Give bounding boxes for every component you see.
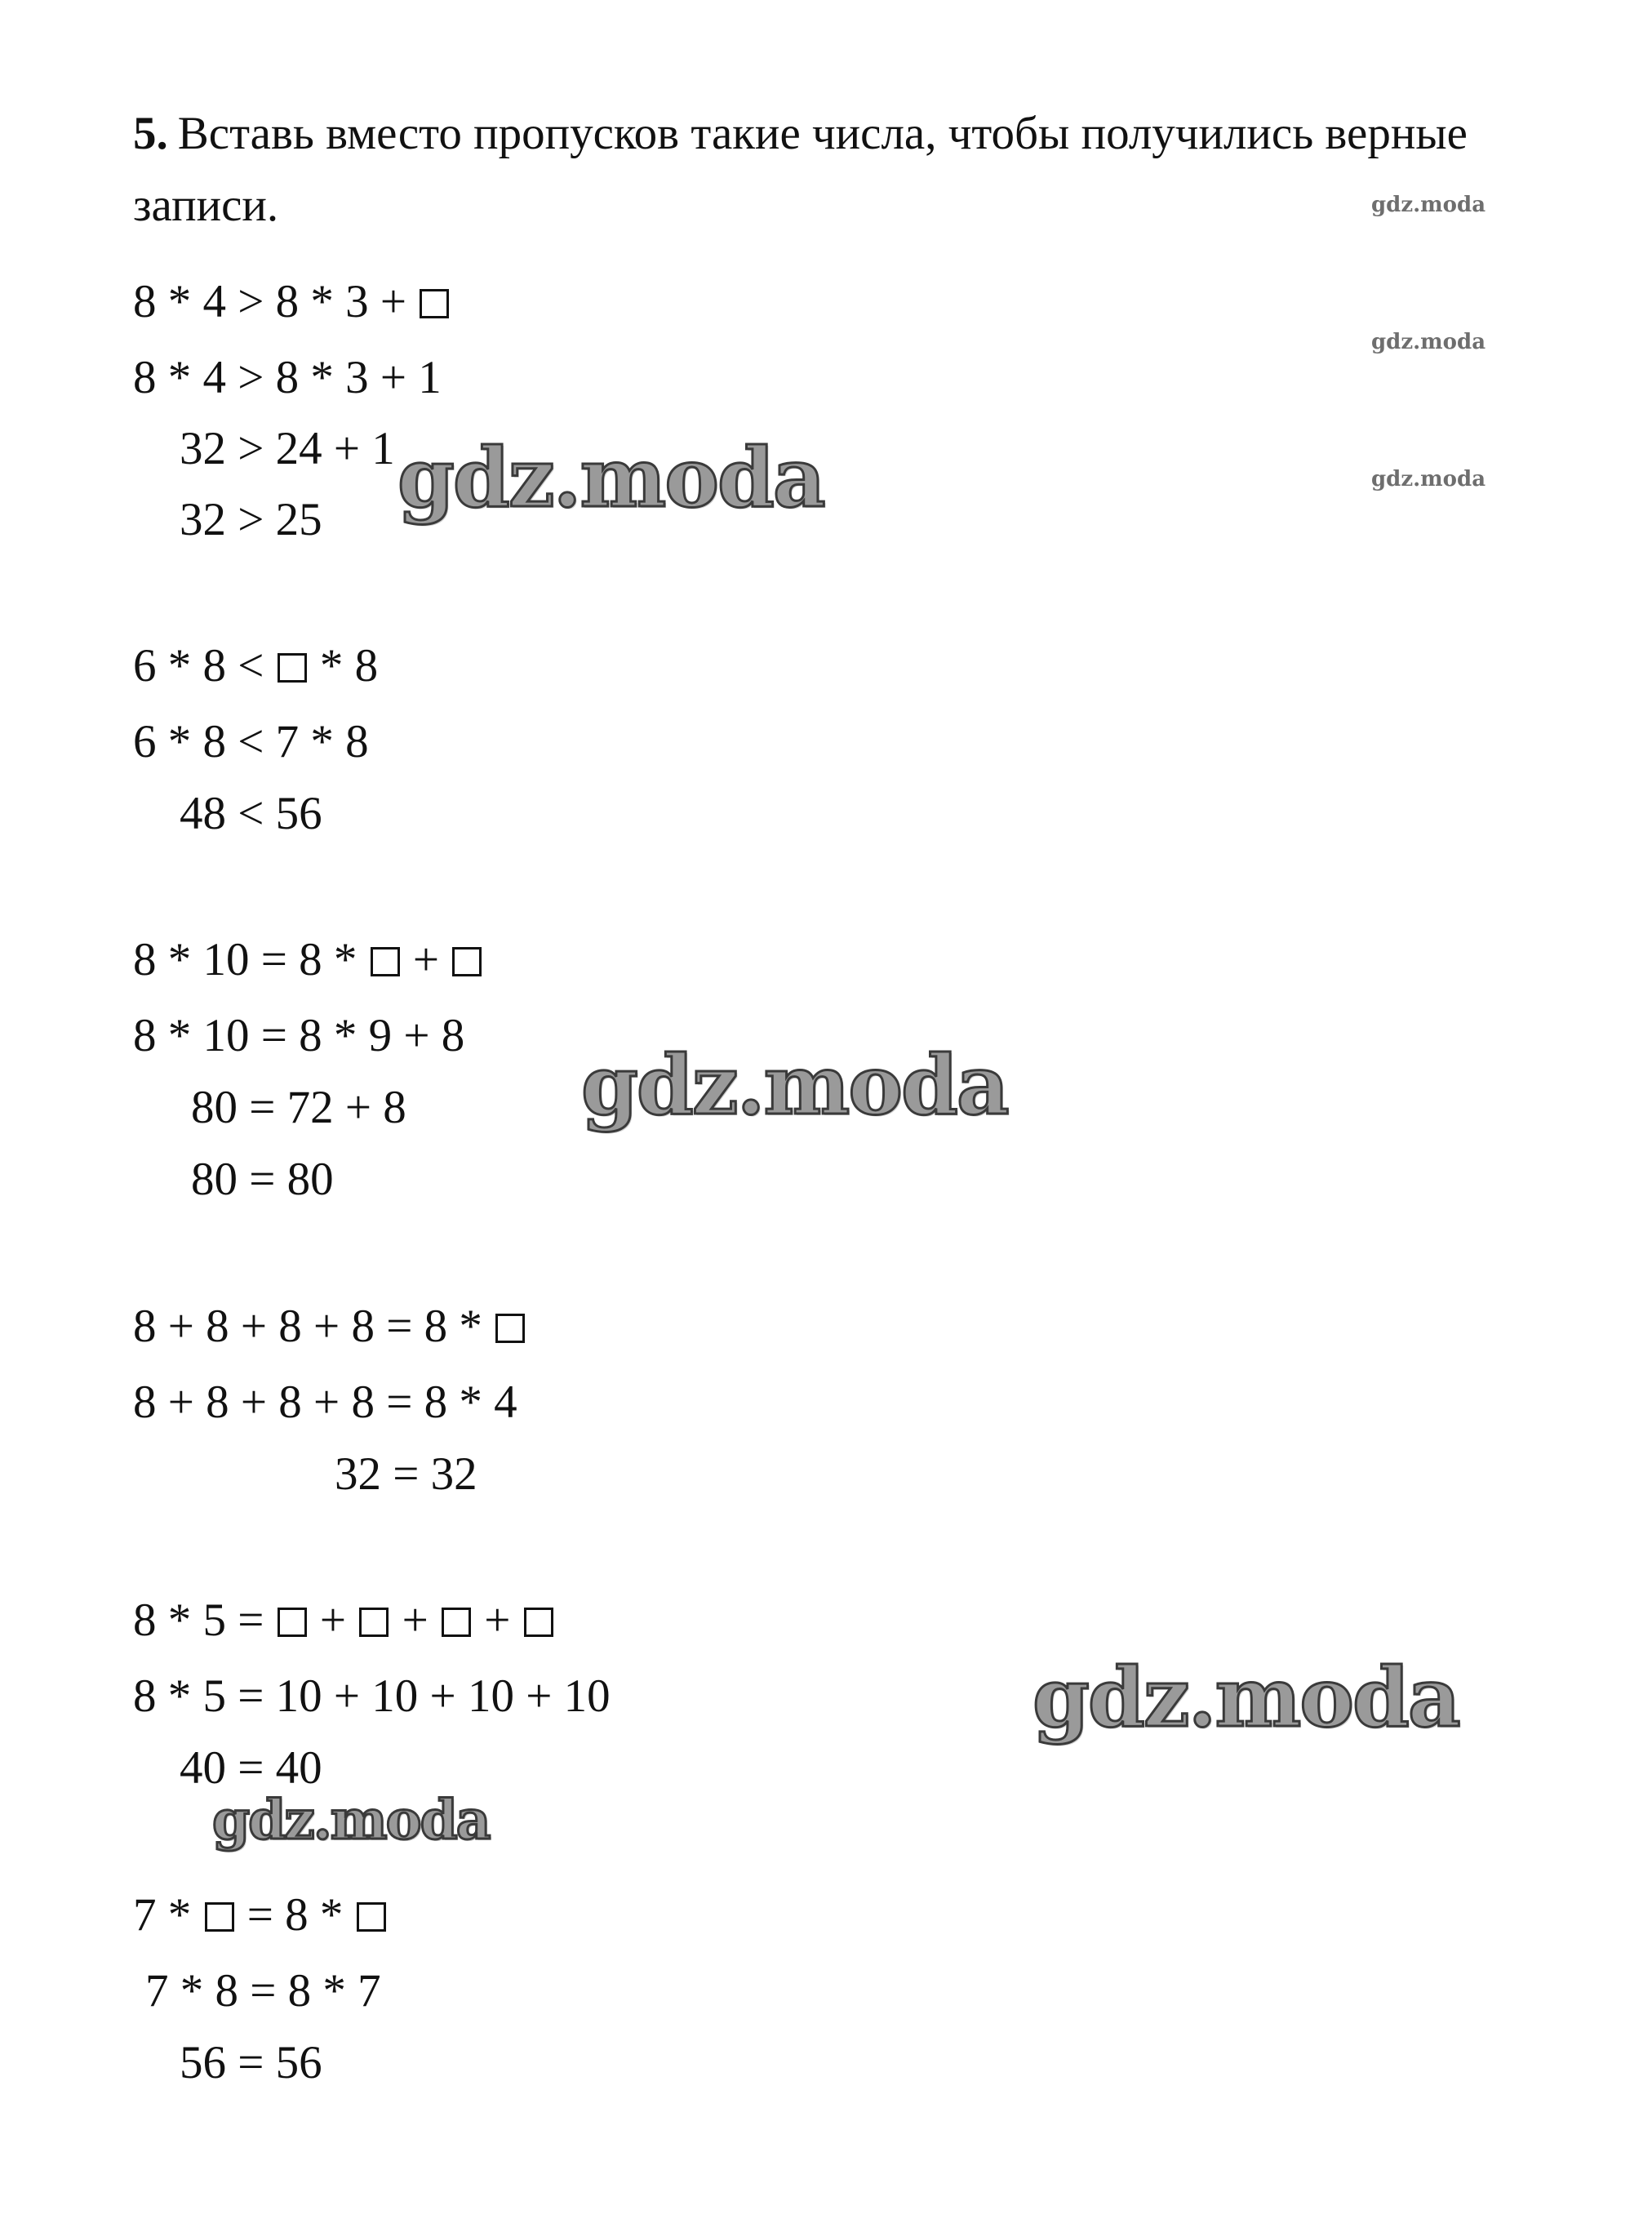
watermark-small: gdz.moda [1371,467,1486,491]
blank-box [371,947,400,976]
blank-box [495,1314,525,1343]
watermark-small: gdz.moda [1371,193,1486,217]
problem-text: + [401,934,451,985]
step-2-1: 6 * 8 < 7 * 8 [133,716,369,767]
blank-box [278,1608,307,1637]
blank-box [442,1608,471,1637]
watermark-large: gdz.moda [581,1037,1008,1133]
step-2-2: 48 < 56 [180,788,322,839]
problem-text: = 8 * [235,1889,355,1941]
step-6-1: 7 * 8 = 8 * 7 [145,1965,381,2017]
step-4-2: 32 = 32 [335,1448,477,1500]
step-1-3: 32 > 25 [180,494,322,545]
problem-2 [133,638,378,695]
watermark-large: gdz.moda [1032,1649,1459,1746]
problem-text: + [390,1594,440,1646]
problem-3 [133,932,483,989]
step-4-1: 8 + 8 + 8 + 8 = 8 * 4 [133,1376,517,1428]
problem-text: 8 * 4 > 8 * 3 + [133,276,419,327]
blank-box [278,653,307,683]
blank-box [420,289,449,318]
blank-box [359,1608,389,1637]
task-statement [133,98,1570,242]
blank-box [205,1902,234,1932]
problem-text: + [472,1594,522,1646]
problem-text: 8 * 5 = [133,1594,276,1646]
problem-text: 7 * [133,1889,203,1941]
step-1-2: 32 > 24 + 1 [180,423,395,474]
step-5-1: 8 * 5 = 10 + 10 + 10 + 10 [133,1670,611,1722]
problem-text: 8 + 8 + 8 + 8 = 8 * [133,1301,495,1352]
task-text: Вставь вместо пропусков такие числа, чтобы получились верные записи. [133,108,1468,231]
step-3-3: 80 = 80 [191,1154,334,1205]
step-5-2: 40 = 40 [180,1742,322,1794]
problem-4 [133,1298,526,1355]
watermark-medium: gdz.moda [212,1788,490,1852]
step-3-2: 80 = 72 + 8 [191,1082,406,1133]
problem-1 [133,274,451,331]
step-1-1: 8 * 4 > 8 * 3 + 1 [133,352,442,403]
blank-box [357,1902,386,1932]
task-number: 5. [133,108,168,159]
blank-box [452,947,482,976]
problem-5 [133,1592,555,1649]
step-6-2: 56 = 56 [180,2037,322,2088]
problem-text: * 8 [308,640,379,692]
problem-text: 8 * 10 = 8 * [133,934,369,985]
watermark-large: gdz.moda [397,429,824,526]
problem-text: 6 * 8 < [133,640,276,692]
problem-text: + [308,1594,358,1646]
watermark-small: gdz.moda [1371,330,1486,354]
step-3-1: 8 * 10 = 8 * 9 + 8 [133,1010,465,1061]
blank-box [524,1608,553,1637]
problem-6 [133,1887,388,1944]
